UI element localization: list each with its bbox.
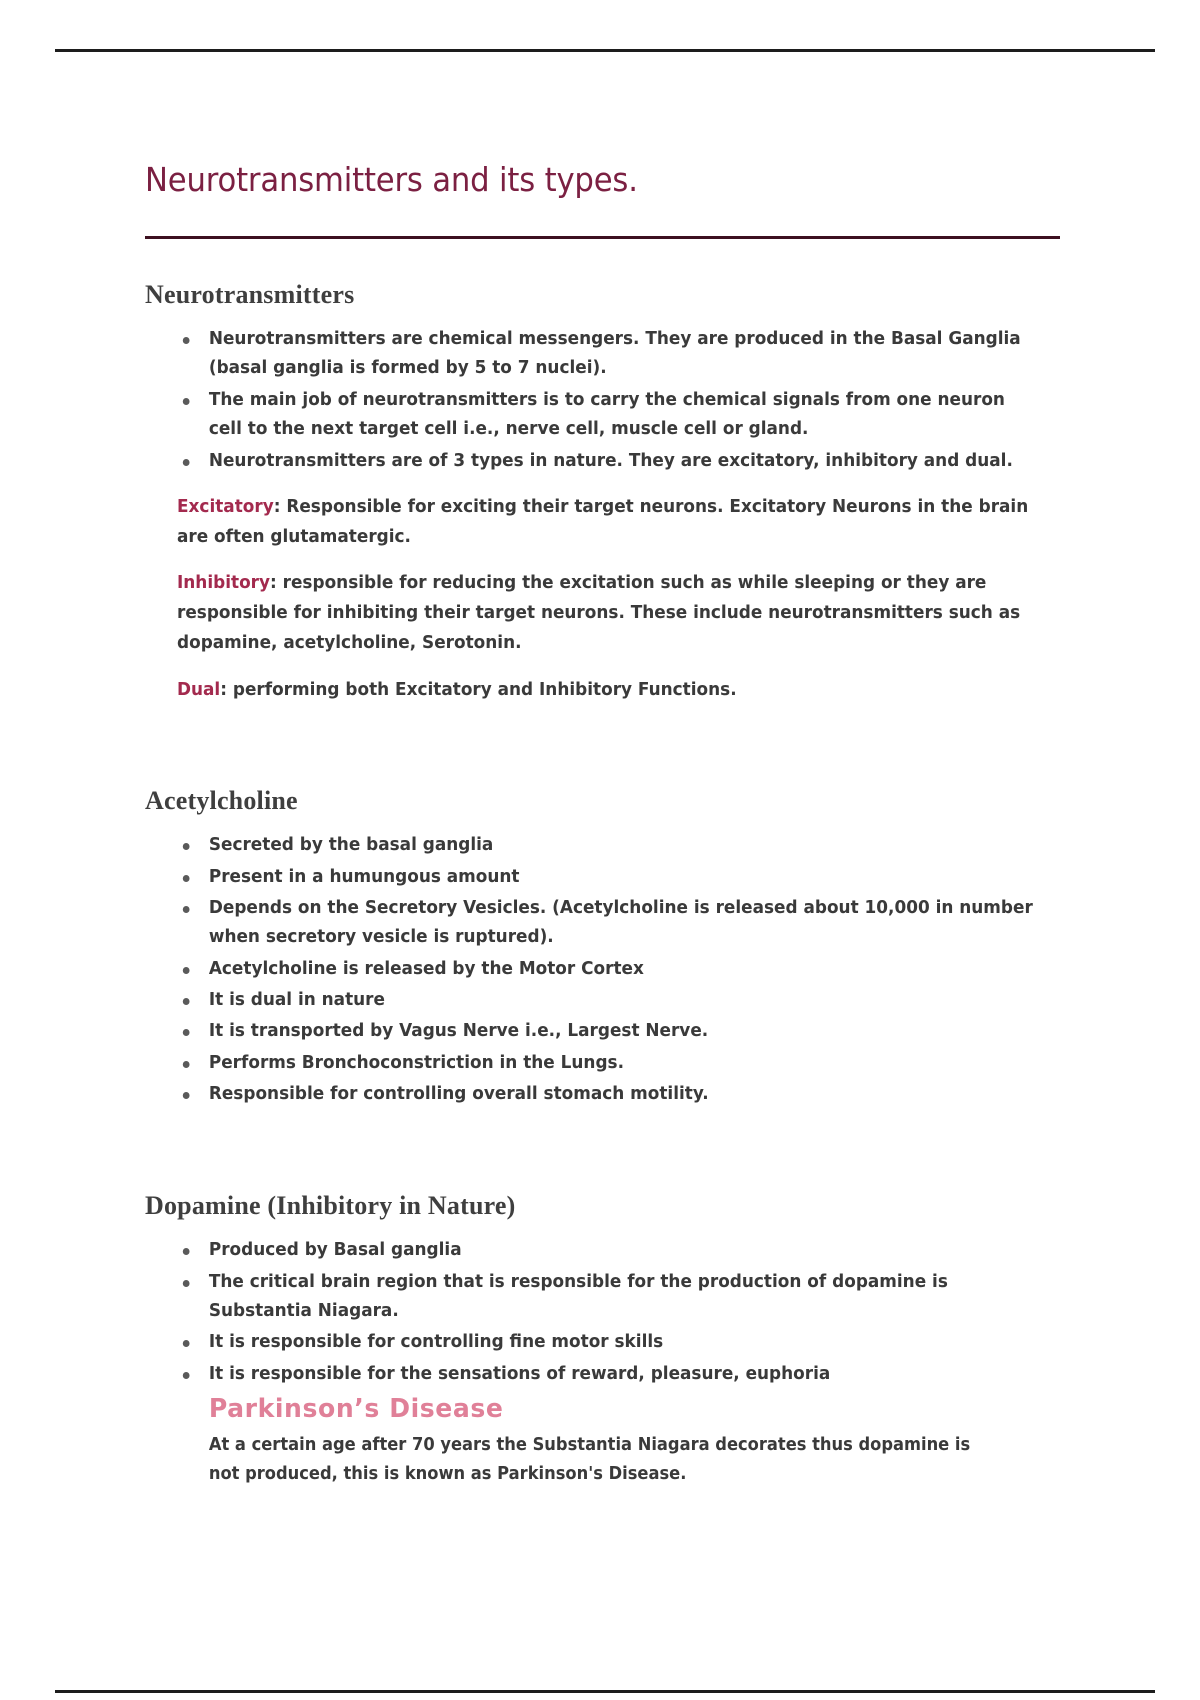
definition-separator: : bbox=[220, 679, 233, 700]
subsection-text-parkinsons: At a certain age after 70 years the Substantia Niagara decorates thus dopamine is not produced, this is known as Parkinson's Disease. bbox=[208, 1434, 971, 1485]
list-item: The main job of neurotransmitters is to carry the chemical signals from one neuron cell to the next target cell i.e., nerve cell, muscle cell or gland. bbox=[177, 386, 1034, 445]
definition-group bbox=[145, 492, 1065, 705]
list-item: Responsible for controlling overall stomach motility. bbox=[177, 1080, 1034, 1109]
page-bottom-rule bbox=[55, 1690, 1155, 1693]
definition-dual bbox=[177, 675, 1034, 705]
definition-separator: : bbox=[270, 573, 283, 594]
bullet-list-dopamine bbox=[145, 1236, 1065, 1490]
definition-term: Inhibitory bbox=[177, 573, 271, 594]
list-item: Neurotransmitters are of 3 types in nature. They are excitatory, inhibitory and dual. bbox=[177, 447, 1034, 476]
list-item: It is transported by Vagus Nerve i.e., Largest Nerve. bbox=[177, 1017, 1034, 1046]
document-content bbox=[145, 160, 1065, 1492]
subsection-heading-parkinsons: Parkinson’s Disease bbox=[208, 1394, 504, 1425]
section-heading-acetylcholine: Acetylcholine bbox=[145, 785, 298, 815]
definition-separator: : bbox=[273, 497, 287, 518]
list-item: Performs Bronchoconstriction in the Lungs. bbox=[177, 1049, 1034, 1078]
bullet-list-neurotransmitters bbox=[145, 325, 1065, 476]
bullet-list-acetylcholine bbox=[145, 831, 1065, 1110]
definition-excitatory bbox=[177, 492, 1034, 552]
definition-term: Dual bbox=[177, 679, 221, 700]
list-item: Present in a humungous amount bbox=[177, 863, 1034, 892]
list-item: Secreted by the basal ganglia bbox=[177, 831, 1034, 860]
section-heading-neurotransmitters: Neurotransmitters bbox=[145, 279, 355, 309]
page-top-rule bbox=[55, 49, 1155, 52]
definition-text: performing both Excitatory and Inhibitory Functions. bbox=[232, 679, 737, 700]
parkinsons-subsection bbox=[209, 1393, 1034, 1490]
definition-inhibitory bbox=[177, 568, 1034, 658]
definition-text: Responsible for exciting their target neurons. Excitatory Neurons in the brain are often glutamatergic. bbox=[177, 497, 1029, 548]
definition-text: responsible for reducing the excitation such as while sleeping or they are responsible for inhibiting their target neurons. These include neurotransmitters such as dopamine, acetylcholine, Serotonin. bbox=[177, 573, 1021, 654]
list-item: Depends on the Secretory Vesicles. (Acetylcholine is released about 10,000 in number when secretory vesicle is ruptured). bbox=[177, 894, 1034, 953]
list-item: Neurotransmitters are chemical messengers. They are produced in the Basal Ganglia (basal ganglia is formed by 5 to 7 nuclei). bbox=[177, 325, 1034, 384]
list-item-text: It is responsible for the sensations of reward, pleasure, euphoria bbox=[208, 1363, 831, 1384]
section-heading-dopamine: Dopamine (Inhibitory in Nature) bbox=[145, 1190, 516, 1220]
list-item: It is responsible for controlling fine motor skills bbox=[177, 1328, 1034, 1357]
page-title: Neurotransmitters and its types. bbox=[145, 160, 638, 199]
list-item: Produced by Basal ganglia bbox=[177, 1236, 1034, 1265]
list-item: Acetylcholine is released by the Motor Cortex bbox=[177, 955, 1034, 984]
list-item bbox=[177, 1360, 1034, 1490]
definition-term: Excitatory bbox=[177, 497, 274, 518]
list-item: It is dual in nature bbox=[177, 986, 1034, 1015]
title-divider bbox=[145, 236, 1060, 239]
list-item: The critical brain region that is responsible for the production of dopamine is Substantia Niagara. bbox=[177, 1268, 1034, 1327]
